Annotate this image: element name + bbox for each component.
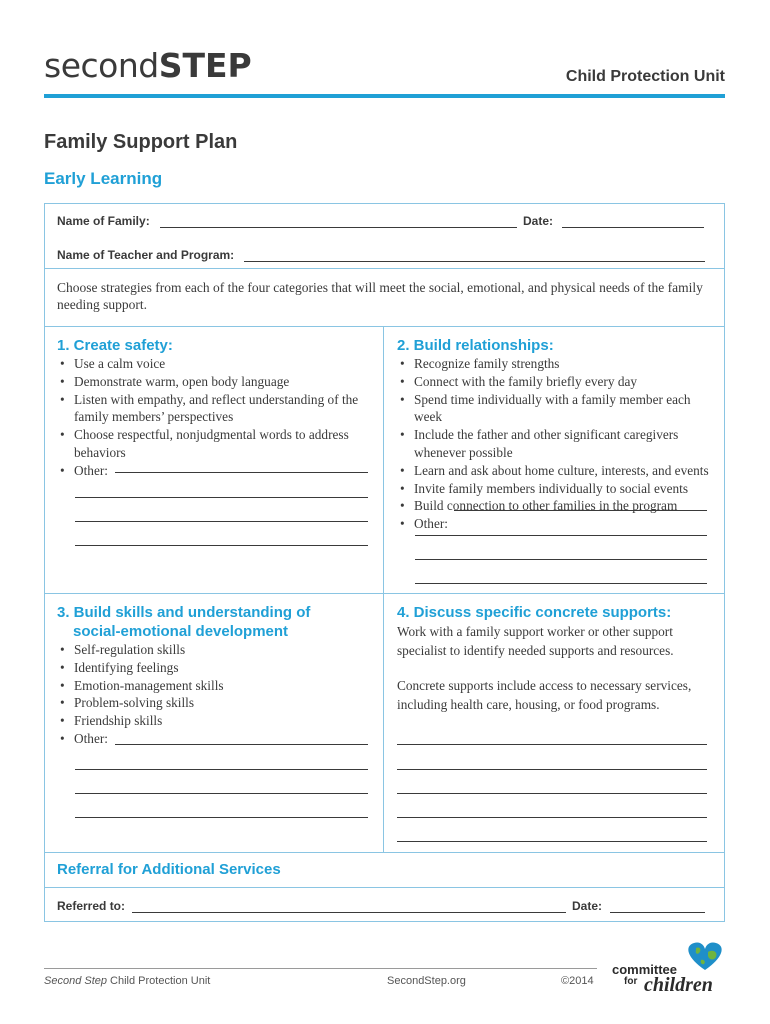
date-field[interactable] [562,227,704,228]
cfc-text-committee: committee [612,962,678,977]
teacher-program-field[interactable] [244,261,705,262]
build-skills-heading-line2: social-emotional development [73,623,289,640]
footer-program-name [44,975,210,987]
skills-other-line[interactable] [75,817,368,818]
skills-other-field[interactable] [115,744,368,745]
list-item: • Include the father and other significant caregivers whenever possible [397,426,719,462]
section-create-safety-heading: 1. Create safety: [57,337,173,354]
referred-to-field[interactable] [132,912,566,913]
grid-horizontal-divider [44,593,725,594]
list-item: • Other: [397,515,719,533]
referral-divider [44,887,725,888]
relationships-other-line[interactable] [415,559,707,560]
list-item: • Other: [57,462,373,480]
page-title: Family Support Plan [44,131,238,153]
list-item: • Demonstrate warm, open body language [57,373,373,391]
grid-vertical-divider [383,326,384,853]
footer-brand-italic: Second Step [44,975,107,987]
section-concrete-supports-heading: 4. Discuss specific concrete supports: [397,604,672,621]
safety-other-line[interactable] [75,545,368,546]
list-item: • Friendship skills [57,712,373,730]
section-build-skills-heading [57,603,310,641]
supports-note-line[interactable] [397,841,707,842]
build-skills-heading-line1: 3. Build skills and understanding of [57,604,311,621]
list-item: • Choose respectful, nonjudgmental words to address behaviors [57,426,373,462]
second-step-logo [44,46,252,86]
relationships-other-line[interactable] [415,535,707,536]
relationships-other-line[interactable] [415,583,707,584]
list-item: • Recognize family strengths [397,355,719,373]
teacher-program-label: Name of Teacher and Program: [57,248,235,262]
relationships-other-field[interactable] [454,510,707,511]
supports-note-line[interactable] [397,793,707,794]
list-item: • Listen with empathy, and reflect understanding of the family members’ perspectives [57,391,373,427]
committee-for-children-logo [612,940,727,1000]
list-item: • Emotion-management skills [57,677,373,695]
list-item: • Self-regulation skills [57,641,373,659]
supports-note-line[interactable] [397,817,707,818]
footer-brand-rest: Child Protection Unit [107,975,211,987]
footer-site: SecondStep.org [387,975,466,987]
family-name-field[interactable] [160,227,517,228]
unit-title: Child Protection Unit [565,68,725,85]
page-subtitle: Early Learning [44,169,163,188]
logo-text-step: STEP [158,46,252,85]
cfc-text-for: for [624,976,638,987]
list-item: • Identifying feelings [57,659,373,677]
list-item: • Connect with the family briefly every day [397,373,719,391]
referral-date-field[interactable] [610,912,705,913]
supports-note-line[interactable] [397,769,707,770]
list-item: • Problem-solving skills [57,694,373,712]
skills-other-line[interactable] [75,793,368,794]
safety-other-line[interactable] [75,497,368,498]
section-build-relationships-heading: 2. Build relationships: [397,337,554,354]
supports-note-line[interactable] [397,744,707,745]
list-item: • Invite family members individually to social events [397,480,719,498]
list-item: • Spend time individually with a family member each week [397,391,719,427]
safety-other-line[interactable] [75,521,368,522]
page-header [44,46,725,98]
header-rule [44,94,725,98]
safety-other-field[interactable] [115,472,368,473]
logo-text-second: second [44,46,159,85]
footer-rule [44,968,597,969]
family-name-label: Name of Family: [57,214,150,228]
teacher-program-row [57,248,234,262]
list-item: • Use a calm voice [57,355,373,373]
create-safety-list [57,355,373,480]
referral-date-label: Date: [572,899,603,913]
date-label: Date: [523,214,554,228]
skills-other-line[interactable] [75,769,368,770]
instructions-text: Choose strategies from each of the four categories that will meet the social, emotional, and physical needs of the family needing support. [57,280,703,312]
form-intro-divider [44,268,725,269]
family-name-row [57,214,150,228]
list-item: • Learn and ask about home culture, interests, and events [397,462,719,480]
build-skills-list [57,641,373,748]
concrete-supports-paragraph-2: Concrete supports include access to necessary services, including health care, housing, or food programs. [397,678,692,712]
list-item: • Other: [57,730,373,748]
cfc-text-children: children [644,974,713,996]
referral-heading: Referral for Additional Services [57,861,281,878]
list-item: • Build connection to other families in the program [397,497,719,515]
concrete-supports-paragraph-1: Work with a family support worker or other support specialist to identify needed supports and resources. [397,624,674,658]
build-relationships-list [397,355,719,533]
referred-to-label: Referred to: [57,899,126,913]
footer-copyright: ©2014 [561,975,594,987]
